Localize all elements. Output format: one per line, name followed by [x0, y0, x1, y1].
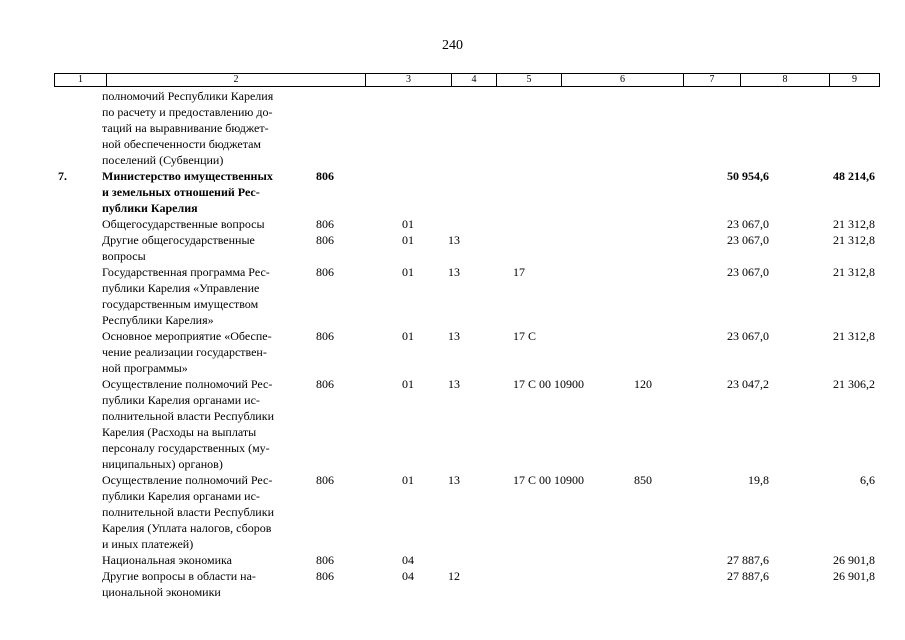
item-name-line: таций на выравнивание бюджет-	[102, 121, 269, 135]
item-name-line: полнительной власти Республики	[102, 409, 274, 423]
page-number: 240	[442, 38, 463, 53]
admin-code: 806	[316, 217, 334, 231]
table-row	[0, 376, 905, 472]
section-code: 01	[402, 217, 414, 231]
table-row	[0, 168, 905, 216]
section-code: 01	[402, 329, 414, 343]
table-row	[0, 264, 905, 328]
item-name-line: Осуществление полномочий Рес-	[102, 377, 273, 391]
item-name-line: чение реализации государствен-	[102, 345, 267, 359]
item-name-line: и земельных отношений Рес-	[102, 185, 260, 199]
table-row	[0, 328, 905, 376]
section-code: 04	[402, 569, 414, 583]
item-name-line: Министерство имущественных	[102, 169, 273, 183]
item-name-line: Карелия (Расходы на выплаты	[102, 425, 257, 439]
amount-year-2: 26 901,8	[833, 553, 875, 567]
subsection-code: 12	[448, 569, 460, 583]
admin-code: 806	[316, 553, 334, 567]
item-name-line: публики Карелия «Управление	[102, 281, 260, 295]
column-header-6: 6	[561, 74, 683, 86]
amount-year-2: 21 312,8	[833, 329, 875, 343]
section-code: 04	[402, 553, 414, 567]
item-name-line: поселений (Субвенции)	[102, 153, 224, 167]
table-row	[0, 552, 905, 568]
item-name-line: Другие общегосударственные	[102, 233, 255, 247]
table-row	[0, 232, 905, 264]
section-code: 01	[402, 265, 414, 279]
item-name-line: публики Карелия органами ис-	[102, 489, 260, 503]
subsection-code: 13	[448, 473, 460, 487]
item-name-line: по расчету и предоставлению до-	[102, 105, 273, 119]
target-item-code: 17 С 00 10900	[513, 473, 585, 487]
item-name-line: циональной экономики	[102, 585, 221, 599]
target-item-code: 17 С	[513, 329, 537, 343]
item-name-line: ниципальных) органов)	[102, 457, 223, 471]
item-name-line: ной программы»	[102, 361, 188, 375]
item-name-line: Осуществление полномочий Рес-	[102, 473, 273, 487]
admin-code: 806	[316, 169, 334, 183]
item-name	[102, 376, 312, 472]
column-header-7: 7	[683, 74, 740, 86]
item-name-line: публики Карелия органами ис-	[102, 393, 260, 407]
table-row	[0, 216, 905, 232]
target-item-code: 17 С 00 10900	[513, 377, 585, 391]
subsection-code: 13	[448, 233, 460, 247]
item-name-line: Государственная программа Рес-	[102, 265, 270, 279]
item-name	[102, 264, 312, 328]
amount-year-1: 23 067,0	[727, 233, 769, 247]
admin-code: 806	[316, 233, 334, 247]
section-code: 01	[402, 473, 414, 487]
column-header-1: 1	[78, 74, 83, 85]
item-name	[102, 216, 312, 232]
item-name-line: публики Карелия	[102, 201, 198, 215]
amount-year-2: 21 312,8	[833, 233, 875, 247]
admin-code: 806	[316, 569, 334, 583]
admin-code: 806	[316, 473, 334, 487]
amount-year-2: 21 312,8	[833, 265, 875, 279]
admin-code: 806	[316, 329, 334, 343]
amount-year-1: 23 067,0	[727, 265, 769, 279]
item-name	[102, 328, 312, 376]
item-name-line: Другие вопросы в области на-	[102, 569, 256, 583]
item-name	[102, 472, 312, 552]
column-header-8: 8	[740, 74, 829, 86]
column-header-4: 4	[451, 74, 496, 86]
item-name-line: Карелия (Уплата налогов, сборов	[102, 521, 272, 535]
item-name-line: Основное мероприятие «Обеспе-	[102, 329, 272, 343]
subsection-code: 13	[448, 329, 460, 343]
amount-year-1: 27 887,6	[727, 569, 769, 583]
expense-type-code: 850	[634, 473, 652, 487]
item-name-line: ной обеспеченности бюджетам	[102, 137, 262, 151]
amount-year-1: 23 047,2	[727, 377, 769, 391]
column-header-2: 2	[106, 74, 365, 86]
item-name-line: Общегосударственные вопросы	[102, 217, 265, 231]
item-name-line: полномочий Республики Карелия	[102, 89, 274, 103]
amount-year-2: 48 214,6	[833, 169, 875, 183]
amount-year-1: 23 067,0	[727, 329, 769, 343]
amount-year-1: 23 067,0	[727, 217, 769, 231]
table-row	[0, 88, 905, 168]
amount-year-2: 21 312,8	[833, 217, 875, 231]
expense-type-code: 120	[634, 377, 652, 391]
amount-year-1: 27 887,6	[727, 553, 769, 567]
item-name-line: государственным имуществом	[102, 297, 259, 311]
amount-year-2: 26 901,8	[833, 569, 875, 583]
item-name-line: полнительной власти Республики	[102, 505, 274, 519]
item-name	[102, 88, 312, 168]
row-number: 7.	[58, 169, 67, 183]
table-row	[0, 472, 905, 552]
admin-code: 806	[316, 265, 334, 279]
column-header-9: 9	[829, 74, 879, 86]
amount-year-1: 19,8	[748, 473, 769, 487]
amount-year-2: 6,6	[860, 473, 875, 487]
column-header-3: 3	[365, 74, 451, 86]
item-name	[102, 232, 312, 264]
section-code: 01	[402, 377, 414, 391]
item-name-line: Республики Карелия»	[102, 313, 214, 327]
item-name	[102, 552, 312, 568]
subsection-code: 13	[448, 377, 460, 391]
table-row	[0, 568, 905, 600]
item-name-line: Национальная экономика	[102, 553, 232, 567]
item-name-line: персоналу государственных (му-	[102, 441, 270, 455]
subsection-code: 13	[448, 265, 460, 279]
column-header-5: 5	[496, 74, 561, 86]
amount-year-2: 21 306,2	[833, 377, 875, 391]
item-name	[102, 568, 312, 600]
table-body	[0, 88, 905, 600]
item-name-line: вопросы	[102, 249, 146, 263]
admin-code: 806	[316, 377, 334, 391]
table-header-row	[54, 73, 880, 87]
section-code: 01	[402, 233, 414, 247]
target-item-code: 17	[513, 265, 525, 279]
item-name-line: и иных платежей)	[102, 537, 194, 551]
amount-year-1: 50 954,6	[727, 169, 769, 183]
item-name	[102, 168, 312, 216]
